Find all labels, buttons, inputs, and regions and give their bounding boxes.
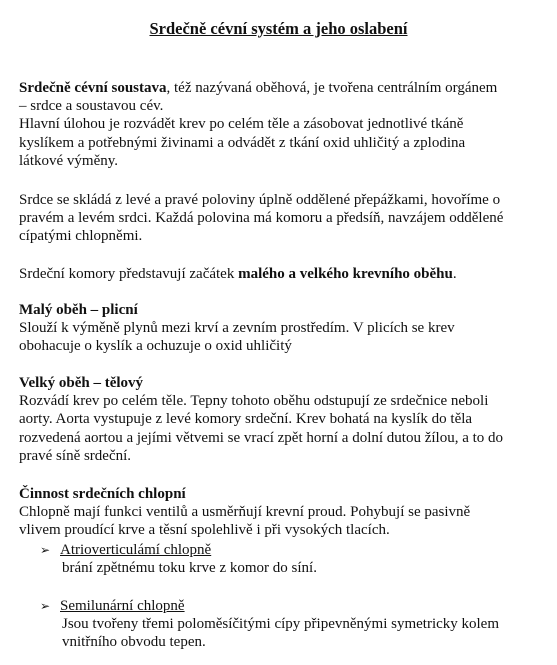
valves-heading: Činnost srdečních chlopní — [19, 486, 186, 502]
small-circulation-line-1: Slouží k výměně plynů mezi krví a zevním prostředím. V plicích se krev — [19, 320, 455, 337]
valve-name-2: Semilunární chlopně — [60, 598, 185, 614]
large-circulation-line-1: Rozvádí krev po celém těle. Tepny tohoto oběhu odstupují ze srdečnice neboli — [19, 393, 489, 410]
valves-line-1: Chlopně mají funkci ventilů a usměrňují krevní proud. Pohybují se pasivně — [19, 504, 471, 521]
chambers-text: Srdeční komory představují začátek — [19, 266, 239, 282]
heart-description-paragraph — [19, 191, 541, 246]
large-circulation-line-3: rozvedená aortou a jejími větvemi se vrací zpět horní a dolní dutou žílou, a to do — [19, 429, 504, 446]
valves-section — [19, 485, 541, 540]
intro-line-1 — [19, 79, 541, 97]
arrow-bullet-icon: ➢ — [40, 599, 51, 613]
small-circulation-line-2: obohacuje o kyslík a ochuzuje o oxid uhličitý — [19, 338, 292, 355]
large-circulation-line-4: pravé síně srdeční. — [19, 447, 132, 464]
document-title: Srdečně cévní systém a jeho oslabení — [149, 19, 408, 38]
intro-line-4: kyslíkem a potřebnými živinami a odvádět z tkání oxid uhličitý a zplodina — [19, 134, 466, 151]
valve-desc-2-line-1: Jsou tvořeny třemi poloměsíčitými cípy připevněnými symetricky kolem — [62, 616, 500, 632]
intro-line-5: látkové výměny. — [19, 152, 119, 169]
valves-line-2: vlivem proudící krve a těsní spolehlivě i při vysokých tlacích. — [19, 522, 390, 539]
large-circulation-section — [19, 374, 541, 465]
intro-line-1-text: , též nazývaná oběhová, je tvořena centrálním orgánem — [166, 80, 498, 96]
chambers-paragraph — [19, 265, 541, 283]
heart-line-3: cípatými chlopněmi. — [19, 228, 143, 245]
large-circulation-line-2: aorty. Aorta vystupuje z levé komory srdeční. Krev bohatá na kyslík do těla — [19, 411, 473, 428]
arrow-bullet-icon: ➢ — [40, 543, 51, 557]
valve-name-1: Atrioverticulámí chlopně — [60, 542, 212, 558]
intro-line-2: – srdce a soustavou cév. — [19, 98, 164, 115]
valve-desc-2-line-2: vnitřního obvodu tepen. — [62, 634, 206, 651]
valve-bullet-2 — [40, 597, 540, 615]
valve-desc-2 — [62, 615, 542, 651]
small-circulation-section — [19, 301, 541, 356]
heart-line-2: pravém a levém srdci. Každá polovina má komoru a předsíň, navzájem oddělené — [19, 210, 504, 227]
valve-bullet-1 — [40, 541, 540, 559]
chambers-period: . — [452, 266, 457, 282]
valve-desc-1 — [62, 559, 542, 577]
small-circulation-heading: Malý oběh – plicní — [19, 302, 138, 318]
chambers-line — [19, 265, 541, 283]
large-circulation-heading: Velký oběh – tělový — [19, 375, 144, 391]
intro-line-3: Hlavní úlohou je rozvádět krev po celém těle a zásobovat jednotlivé tkáně — [19, 116, 464, 133]
valve-desc-1-line-1: brání zpětnému toku krve z komor do síní. — [62, 560, 317, 576]
heart-line-1: Srdce se skládá z levé a pravé poloviny úplně oddělené přepážkami, hovoříme o — [19, 192, 501, 208]
chambers-bold-term: malého a velkého krevního oběhu — [238, 266, 453, 282]
intro-paragraph — [19, 79, 541, 170]
intro-bold-term: Srdečně cévní soustava — [19, 80, 167, 96]
